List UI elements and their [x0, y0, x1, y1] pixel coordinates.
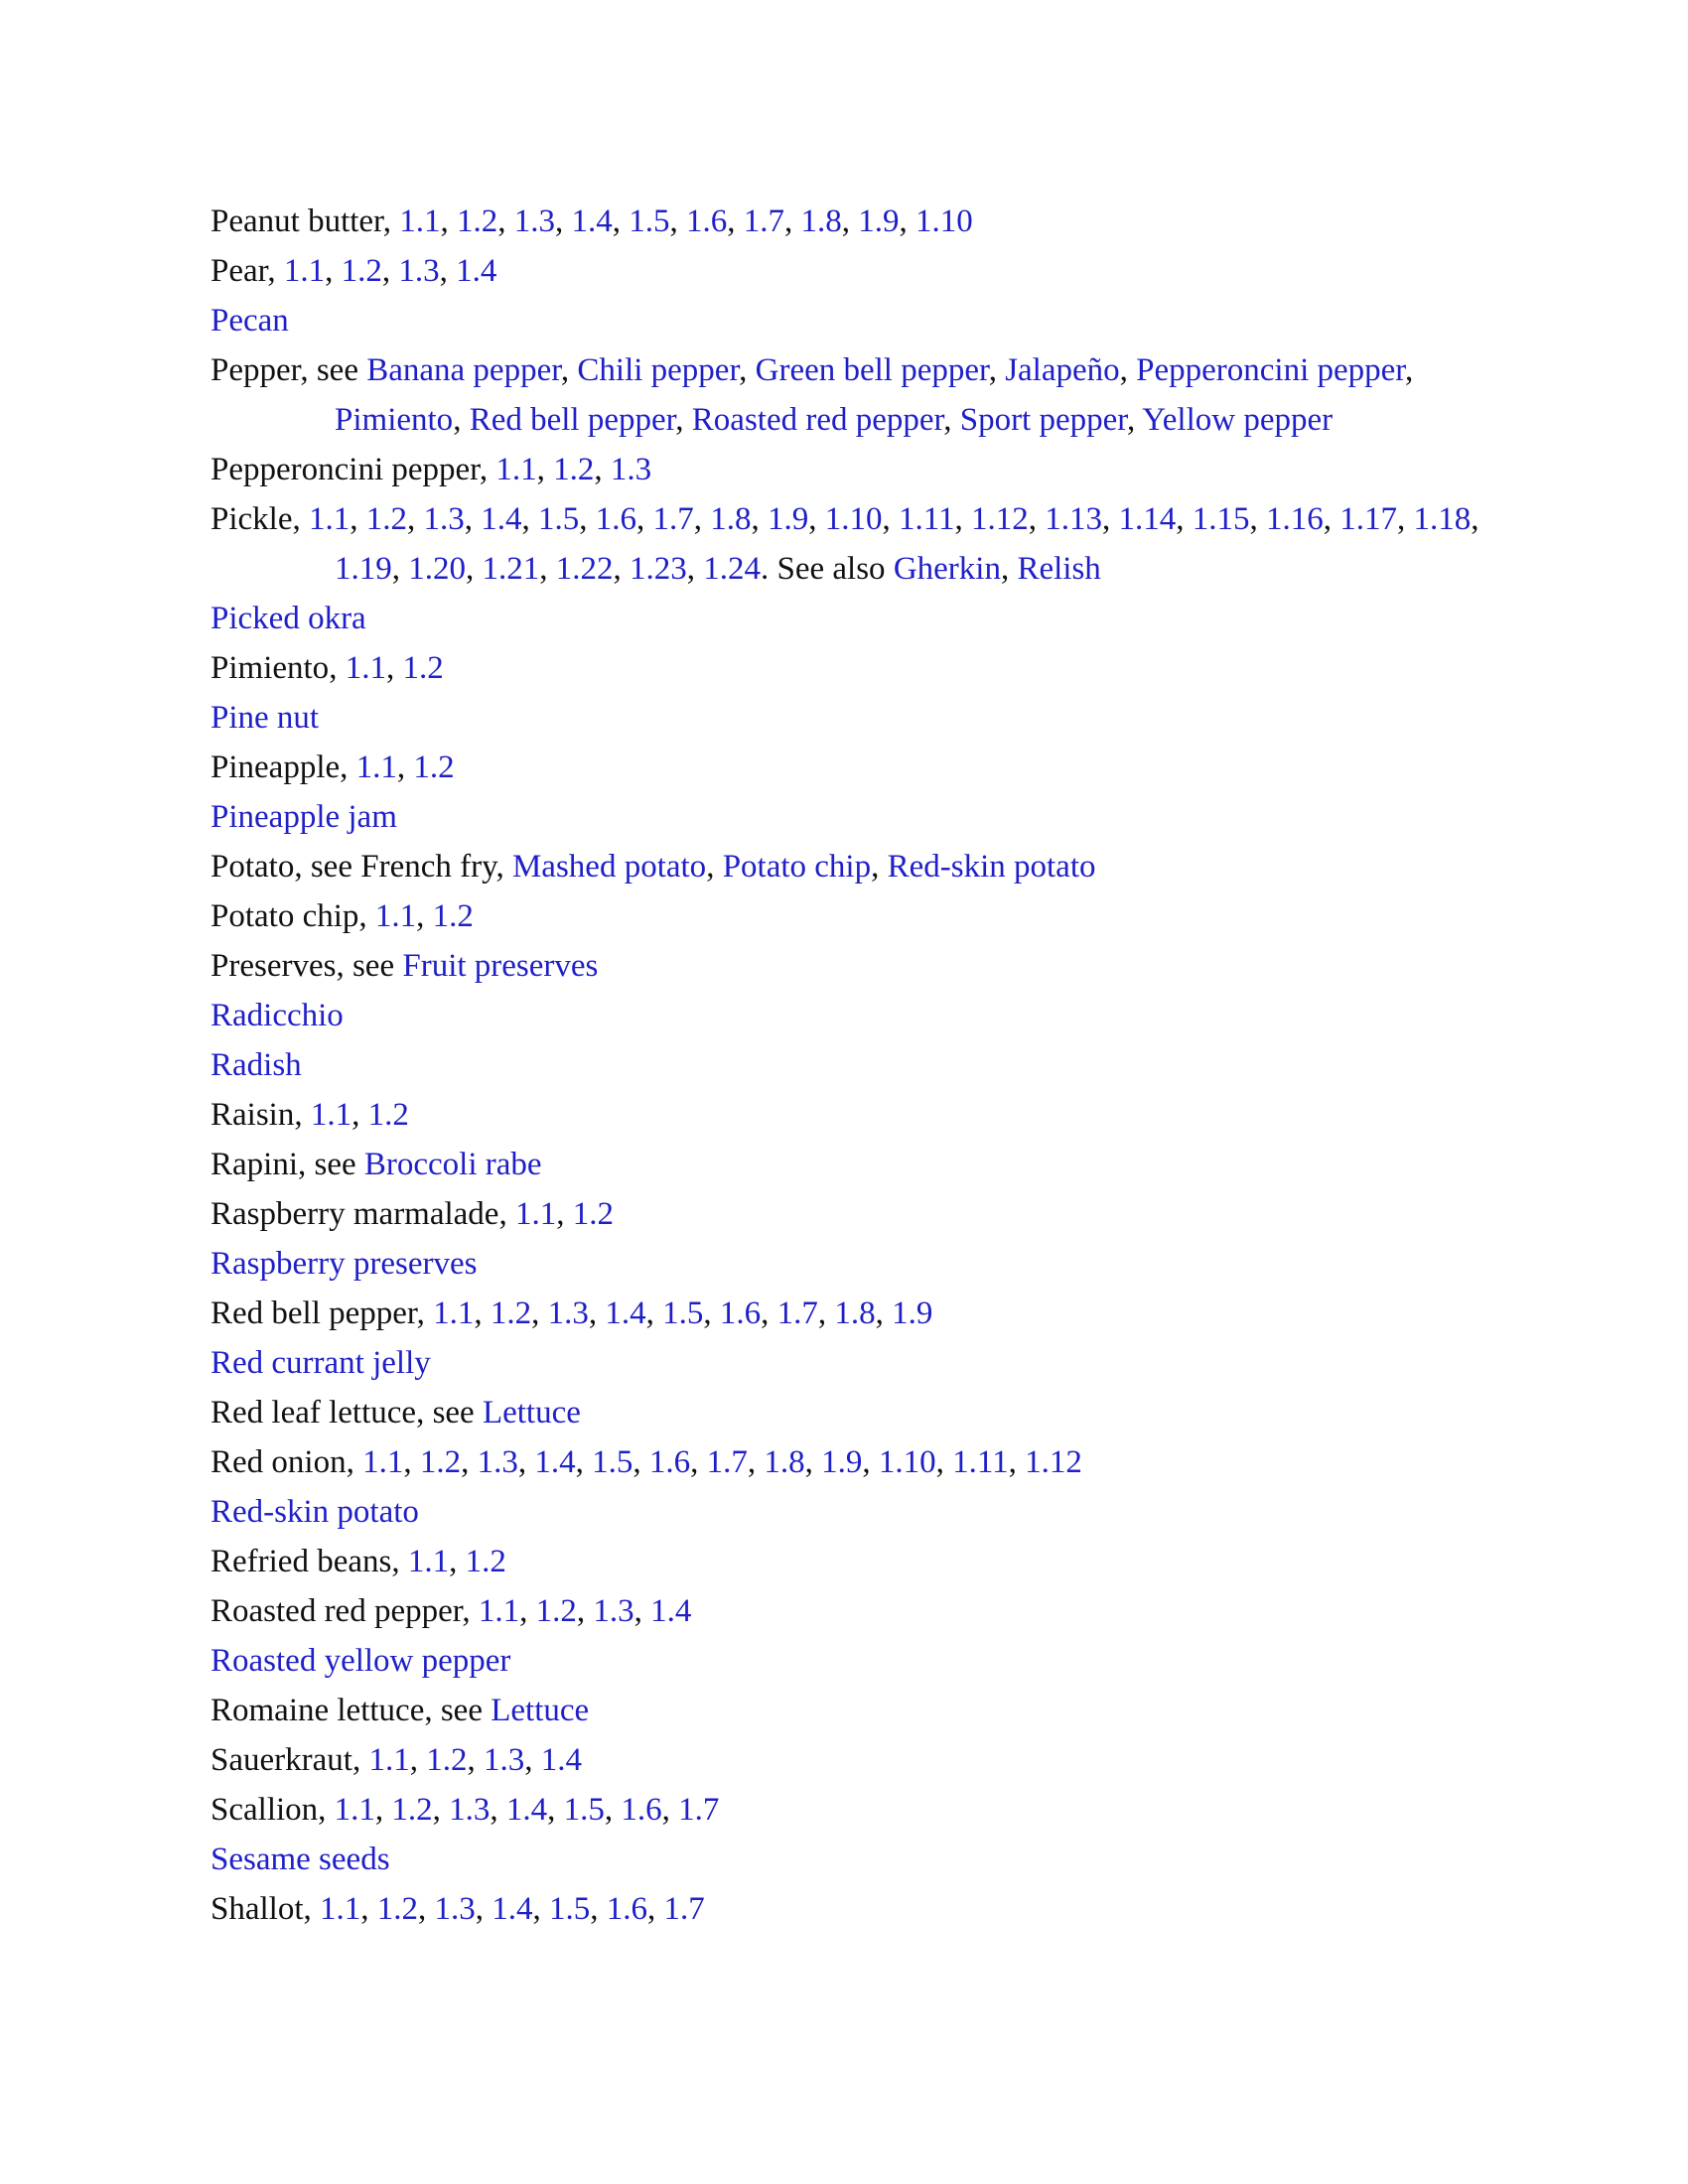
separator: ,: [403, 1444, 420, 1480]
page-ref-link[interactable]: 1.2: [426, 1742, 468, 1778]
page-ref-link[interactable]: 1.2: [535, 1593, 577, 1629]
page-ref-link[interactable]: 1.5: [549, 1891, 591, 1927]
page-ref-link[interactable]: 1.6: [685, 204, 728, 239]
see-link[interactable]: Broccoli rabe: [363, 1147, 542, 1182]
page-ref-link[interactable]: 1.2: [490, 1296, 532, 1331]
page-ref-link[interactable]: 1.1: [334, 1792, 375, 1828]
separator: ,: [479, 452, 496, 487]
separator: ,: [988, 352, 1006, 388]
page-ref-link[interactable]: 1.3: [449, 1792, 491, 1828]
separator: ,: [474, 1296, 491, 1331]
separator: ,: [747, 1444, 765, 1480]
page-ref-link[interactable]: 1.1: [355, 750, 397, 785]
index-term: Rapini: [211, 1147, 298, 1182]
page-ref-link[interactable]: 1.3: [434, 1891, 476, 1927]
page-ref-link[interactable]: 1.2: [391, 1792, 433, 1828]
separator: ,: [1471, 501, 1479, 537]
separator: ,: [318, 1792, 335, 1828]
separator: ,: [396, 750, 414, 785]
page-ref-link[interactable]: 1.3: [547, 1296, 589, 1331]
separator: ,: [539, 551, 556, 587]
page-ref-link[interactable]: 1.1: [433, 1296, 475, 1331]
page-ref-link[interactable]: 1.1: [368, 1742, 410, 1778]
separator: ,: [416, 1296, 434, 1331]
page-ref-link[interactable]: 1.6: [606, 1891, 648, 1927]
separator: ,: [1126, 402, 1143, 438]
separator: ,: [751, 501, 768, 537]
see-connector: , see: [294, 849, 361, 885]
page-ref-link[interactable]: 1.21: [482, 551, 540, 587]
page-ref-link[interactable]: 1.7: [706, 1444, 748, 1480]
separator: ,: [761, 1296, 777, 1331]
separator: ,: [381, 253, 399, 289]
page-ref-link[interactable]: 1.18: [1413, 501, 1472, 537]
index-term-link[interactable]: Roasted yellow pepper: [211, 1643, 511, 1679]
index-term-link[interactable]: Radicchio: [211, 998, 344, 1033]
index-entry: [211, 1537, 1501, 1586]
page-ref-link[interactable]: 1.1: [310, 1097, 352, 1133]
separator: ,: [409, 1742, 427, 1778]
index-entry: [211, 1388, 1501, 1437]
page-ref-link[interactable]: 1.7: [743, 204, 784, 239]
separator: ,: [613, 551, 630, 587]
page-ref-link[interactable]: 1.1: [407, 1544, 450, 1579]
separator: ,: [635, 501, 653, 537]
see-link[interactable]: Mashed potato: [511, 849, 707, 885]
separator: ,: [690, 1444, 707, 1480]
index-entry: [211, 1884, 1501, 1934]
index-entry: [211, 1140, 1501, 1189]
index-entry: [211, 494, 1501, 594]
separator: ,: [449, 1544, 466, 1579]
index-entry: [211, 1636, 1501, 1686]
index-term: Scallion: [211, 1792, 319, 1828]
separator: ,: [871, 849, 888, 885]
page-ref-link[interactable]: 1.5: [629, 204, 670, 239]
index-entry: [211, 345, 1501, 445]
separator: ,: [954, 501, 972, 537]
page-ref-link[interactable]: 1.4: [481, 501, 522, 537]
page-ref-link[interactable]: 1.4: [540, 1742, 582, 1778]
separator: ,: [882, 501, 899, 537]
separator: ,: [517, 1444, 535, 1480]
page-ref-link[interactable]: 1.2: [402, 650, 444, 686]
page-ref-link[interactable]: 1.5: [592, 1444, 633, 1480]
separator: ,: [706, 849, 723, 885]
index-entry: [211, 1487, 1501, 1537]
separator: ,: [346, 1444, 363, 1480]
separator: ,: [1008, 1444, 1026, 1480]
separator: ,: [440, 204, 457, 239]
separator: ,: [727, 204, 744, 239]
index-term-link[interactable]: Pine nut: [211, 700, 320, 736]
separator: ,: [418, 1891, 435, 1927]
separator: ,: [739, 352, 756, 388]
index-term-link[interactable]: Pecan: [211, 303, 289, 339]
page-ref-link[interactable]: 1.6: [595, 501, 636, 537]
page-ref-link[interactable]: 1.5: [662, 1296, 704, 1331]
see-connector: , see: [416, 1395, 483, 1431]
separator: ,: [358, 898, 375, 934]
page-ref-link[interactable]: 1.7: [652, 501, 694, 537]
page-ref-link[interactable]: 1.7: [678, 1792, 720, 1828]
separator: ,: [554, 204, 572, 239]
separator: ,: [406, 501, 424, 537]
separator: ,: [841, 204, 859, 239]
page-ref-link[interactable]: 1.20: [408, 551, 466, 587]
page-ref-link[interactable]: 1.1: [362, 1444, 404, 1480]
page-ref-link[interactable]: 1.3: [483, 1742, 525, 1778]
page-ref-link[interactable]: 1.2: [465, 1544, 506, 1579]
index-term: Red leaf lettuce: [211, 1395, 417, 1431]
index-entry: [211, 1686, 1501, 1735]
index-term: Preserves: [211, 948, 337, 984]
page-ref-link[interactable]: 1.5: [537, 501, 580, 537]
page-ref-link[interactable]: 1.6: [719, 1296, 762, 1331]
separator: ,: [675, 402, 692, 438]
separator: ,: [808, 501, 825, 537]
see-link[interactable]: Fruit preserves: [402, 948, 599, 984]
page-ref-link[interactable]: 1.1: [283, 253, 326, 289]
index-term: Sauerkraut: [211, 1742, 352, 1778]
index-entry: [211, 1835, 1501, 1884]
separator: ,: [391, 1544, 408, 1579]
index-entry: [211, 991, 1501, 1040]
separator: ,: [385, 650, 403, 686]
see-text: French fry: [360, 849, 496, 885]
page-ref-link[interactable]: 1.3: [477, 1444, 518, 1480]
page-ref-link[interactable]: 1.22: [555, 551, 614, 587]
see-link[interactable]: Sport pepper: [959, 402, 1127, 438]
separator: ,: [1249, 501, 1267, 537]
separator: ,: [267, 253, 284, 289]
page-ref-link[interactable]: 1.2: [456, 204, 498, 239]
separator: ,: [495, 849, 512, 885]
page-ref-link[interactable]: 1.8: [710, 501, 752, 537]
separator: ,: [439, 253, 457, 289]
index-entry: [211, 792, 1501, 842]
index-entry: [211, 1289, 1501, 1338]
page-ref-link[interactable]: 1.17: [1339, 501, 1398, 537]
index-entry: [211, 1189, 1501, 1239]
page-ref-link[interactable]: 1.10: [914, 204, 973, 239]
separator: ,: [360, 1891, 377, 1927]
page-ref-link[interactable]: 1.3: [610, 452, 652, 487]
page-ref-link[interactable]: 1.7: [776, 1296, 818, 1331]
page-ref-link[interactable]: 1.12: [971, 501, 1029, 537]
index-entry: [211, 1338, 1501, 1388]
separator: ,: [669, 204, 686, 239]
index-term-link[interactable]: Picked okra: [211, 601, 366, 636]
separator: ,: [686, 551, 704, 587]
index-term: Peanut butter: [211, 204, 383, 239]
separator: ,: [612, 204, 630, 239]
separator: ,: [519, 1593, 536, 1629]
page-ref-link[interactable]: 1.8: [834, 1296, 876, 1331]
page-ref-link[interactable]: 1.4: [605, 1296, 646, 1331]
page-ref-link[interactable]: 1.13: [1045, 501, 1103, 537]
index-term: Pear: [211, 253, 268, 289]
separator: ,: [547, 1792, 564, 1828]
page-ref-link[interactable]: 1.2: [365, 501, 407, 537]
see-link[interactable]: Red bell pepper: [469, 402, 676, 438]
separator: ,: [532, 1891, 550, 1927]
page-ref-link[interactable]: 1.16: [1266, 501, 1324, 537]
index-term: Shallot: [211, 1891, 304, 1927]
index-entry: [211, 594, 1501, 643]
index-term: Pineapple: [211, 750, 341, 785]
index-term: Refried beans: [211, 1544, 392, 1579]
see-connector: , see: [300, 352, 367, 388]
page-ref-link[interactable]: 1.2: [367, 1097, 409, 1133]
separator: ,: [862, 1444, 879, 1480]
see-link[interactable]: Red-skin potato: [887, 849, 1096, 885]
page-ref-link[interactable]: 1.9: [767, 501, 809, 537]
index-entry: [211, 643, 1501, 693]
separator: ,: [490, 1792, 506, 1828]
separator: ,: [382, 204, 400, 239]
page-ref-link[interactable]: 1.4: [456, 253, 497, 289]
separator: ,: [497, 204, 514, 239]
separator: ,: [453, 402, 470, 438]
separator: ,: [340, 750, 356, 785]
separator: ,: [943, 402, 960, 438]
see-link[interactable]: Lettuce: [491, 1693, 590, 1728]
separator: ,: [462, 1593, 479, 1629]
separator: ,: [1000, 551, 1018, 587]
page-ref-link[interactable]: 1.14: [1118, 501, 1177, 537]
separator: ,: [531, 1296, 548, 1331]
index-term: Potato: [211, 849, 295, 885]
separator: ,: [579, 501, 596, 537]
see-link[interactable]: Chili pepper: [577, 352, 740, 388]
index-term: Pickle: [211, 501, 293, 537]
index-term-link[interactable]: Red currant jelly: [211, 1345, 431, 1381]
separator: ,: [875, 1296, 893, 1331]
index-term: Red onion: [211, 1444, 347, 1480]
separator: ,: [633, 1444, 649, 1480]
index-term-link[interactable]: Pineapple jam: [211, 799, 397, 835]
page-ref-link[interactable]: 1.12: [1025, 1444, 1082, 1480]
page-ref-link[interactable]: 1.24: [703, 551, 761, 587]
index-entry: [211, 842, 1501, 891]
separator: ,: [594, 452, 611, 487]
page-ref-link[interactable]: 1.3: [513, 204, 555, 239]
page-ref-link[interactable]: 1.4: [505, 1792, 548, 1828]
see-link[interactable]: Potato chip: [722, 849, 872, 885]
separator: ,: [804, 1444, 822, 1480]
see-also-link[interactable]: Relish: [1017, 551, 1101, 587]
separator: ,: [294, 1097, 311, 1133]
separator: ,: [590, 1891, 607, 1927]
page-ref-link[interactable]: 1.19: [335, 551, 392, 587]
separator: ,: [464, 501, 482, 537]
page-ref-link[interactable]: 1.1: [478, 1593, 520, 1629]
index-term: Roasted red pepper: [211, 1593, 463, 1629]
index-term: Romaine lettuce: [211, 1693, 425, 1728]
separator: ,: [303, 1891, 321, 1927]
separator: ,: [575, 1444, 593, 1480]
see-link[interactable]: Pimiento: [335, 402, 454, 438]
see-link[interactable]: Jalapeño: [1005, 352, 1120, 388]
index-list: [211, 197, 1501, 1934]
index-term: Red bell pepper: [211, 1296, 417, 1331]
see-also-link[interactable]: Gherkin: [893, 551, 1001, 587]
index-entry: [211, 1090, 1501, 1140]
separator: ,: [432, 1792, 450, 1828]
separator: ,: [1028, 501, 1046, 537]
page-ref-link[interactable]: 1.3: [593, 1593, 634, 1629]
index-term: Pimiento: [211, 650, 330, 686]
page-ref-link[interactable]: 1.1: [495, 452, 537, 487]
page-ref-link[interactable]: 1.1: [320, 1891, 361, 1927]
index-entry: [211, 941, 1501, 991]
separator: ,: [576, 1593, 594, 1629]
see-connector: , see: [424, 1693, 492, 1728]
page-ref-link[interactable]: 1.6: [621, 1792, 662, 1828]
page-ref-link[interactable]: 1.3: [423, 501, 465, 537]
separator: ,: [693, 501, 711, 537]
separator: ,: [416, 898, 433, 934]
index-term: Raisin: [211, 1097, 295, 1133]
separator: ,: [1323, 501, 1340, 537]
separator: ,: [1102, 501, 1119, 537]
separator: ,: [935, 1444, 953, 1480]
separator: ,: [661, 1792, 679, 1828]
index-term-link[interactable]: Raspberry preserves: [211, 1246, 478, 1282]
index-entry: [211, 1239, 1501, 1289]
separator: ,: [350, 501, 366, 537]
separator: ,: [1397, 501, 1414, 537]
page-ref-link[interactable]: 1.1: [308, 501, 351, 537]
page-ref-link[interactable]: 1.8: [764, 1444, 805, 1480]
see-link[interactable]: Roasted red pepper: [691, 402, 944, 438]
index-entry: [211, 743, 1501, 792]
separator: ,: [461, 1444, 478, 1480]
page-ref-link[interactable]: 1.6: [648, 1444, 691, 1480]
page-ref-link[interactable]: 1.4: [492, 1891, 533, 1927]
page-ref-link[interactable]: 1.10: [878, 1444, 936, 1480]
see-connector: , see: [336, 948, 403, 984]
separator: ,: [703, 1296, 720, 1331]
page-ref-link[interactable]: 1.10: [824, 501, 883, 537]
page-ref-link[interactable]: 1.4: [534, 1444, 576, 1480]
index-entry: [211, 197, 1501, 246]
separator: ,: [391, 551, 409, 587]
page-ref-link[interactable]: 1.9: [892, 1296, 933, 1331]
page-ref-link[interactable]: 1.3: [398, 253, 440, 289]
page-ref-link[interactable]: 1.1: [514, 1196, 557, 1232]
index-term: Pepper: [211, 352, 301, 388]
separator: ,: [783, 204, 801, 239]
index-term-link[interactable]: Red-skin potato: [211, 1494, 419, 1530]
page-ref-link[interactable]: 1.2: [419, 1444, 462, 1480]
separator: ,: [329, 650, 346, 686]
separator: ,: [374, 1792, 392, 1828]
page-ref-link[interactable]: 1.2: [413, 750, 455, 785]
see-link[interactable]: Lettuce: [482, 1395, 581, 1431]
page-ref-link[interactable]: 1.2: [572, 1196, 614, 1232]
index-term: Pepperoncini pepper: [211, 452, 480, 487]
separator: ,: [588, 1296, 606, 1331]
index-entry: [211, 1586, 1501, 1636]
page-ref-link[interactable]: 1.15: [1192, 501, 1250, 537]
see-link[interactable]: Yellow pepper: [1142, 402, 1334, 438]
separator: ,: [498, 1196, 515, 1232]
separator: ,: [352, 1097, 368, 1133]
separator: ,: [645, 1296, 663, 1331]
separator: ,: [325, 253, 342, 289]
page-ref-link[interactable]: 1.9: [821, 1444, 863, 1480]
page-ref-link[interactable]: 1.1: [374, 898, 417, 934]
separator: ,: [292, 501, 309, 537]
page-ref-link[interactable]: 1.11: [898, 501, 955, 537]
index-entry: [211, 891, 1501, 941]
page-ref-link[interactable]: 1.4: [650, 1593, 692, 1629]
page-ref-link[interactable]: 1.1: [345, 650, 386, 686]
page-ref-link[interactable]: 1.2: [376, 1891, 419, 1927]
separator: ,: [521, 501, 538, 537]
page-ref-link[interactable]: 1.7: [663, 1891, 705, 1927]
separator: ,: [1176, 501, 1193, 537]
index-entry: [211, 1040, 1501, 1090]
index-entry: [211, 1785, 1501, 1835]
see-link[interactable]: Pepperoncini pepper: [1136, 352, 1405, 388]
index-term: Raspberry marmalade: [211, 1196, 499, 1232]
separator: ,: [560, 352, 578, 388]
page-ref-link[interactable]: 1.2: [432, 898, 474, 934]
page-ref-link[interactable]: 1.4: [571, 204, 613, 239]
index-entry: [211, 445, 1501, 494]
index-entry: [211, 693, 1501, 743]
separator: ,: [536, 452, 554, 487]
see-also-connector: . See also: [761, 551, 894, 587]
separator: ,: [556, 1196, 573, 1232]
separator: ,: [633, 1593, 651, 1629]
separator: ,: [467, 1742, 484, 1778]
index-entry: [211, 1735, 1501, 1785]
index-entry: [211, 296, 1501, 345]
separator: ,: [817, 1296, 835, 1331]
see-link[interactable]: Green bell pepper: [755, 352, 989, 388]
page-ref-link[interactable]: 1.9: [858, 204, 900, 239]
separator: ,: [899, 204, 915, 239]
separator: ,: [1119, 352, 1137, 388]
separator: ,: [604, 1792, 622, 1828]
index-entry: [211, 1437, 1501, 1487]
separator: ,: [466, 551, 483, 587]
separator: ,: [475, 1891, 492, 1927]
separator: ,: [1404, 352, 1414, 388]
page-ref-link[interactable]: 1.23: [630, 551, 687, 587]
separator: ,: [352, 1742, 369, 1778]
see-link[interactable]: Banana pepper: [366, 352, 561, 388]
page-ref-link[interactable]: 1.5: [563, 1792, 605, 1828]
index-entry: [211, 246, 1501, 296]
page-ref-link[interactable]: 1.11: [952, 1444, 1009, 1480]
page-ref-link[interactable]: 1.2: [553, 452, 595, 487]
see-connector: , see: [298, 1147, 364, 1182]
page-ref-link[interactable]: 1.2: [341, 253, 382, 289]
page-ref-link[interactable]: 1.1: [399, 204, 441, 239]
index-term-link[interactable]: Radish: [211, 1047, 302, 1083]
separator: ,: [524, 1742, 541, 1778]
index-term: Potato chip: [211, 898, 359, 934]
index-term-link[interactable]: Sesame seeds: [211, 1842, 390, 1877]
page-ref-link[interactable]: 1.8: [800, 204, 842, 239]
separator: ,: [647, 1891, 664, 1927]
